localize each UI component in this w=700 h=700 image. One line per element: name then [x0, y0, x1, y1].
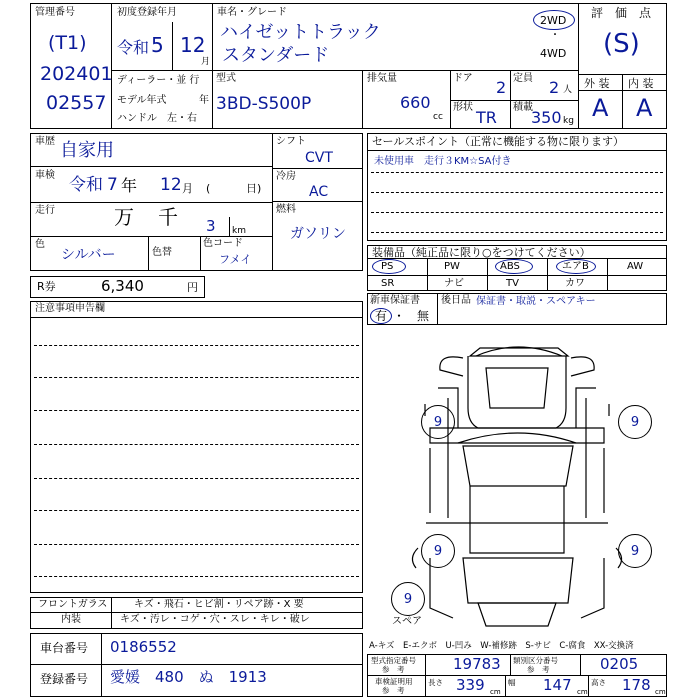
width-unit: cm — [577, 688, 588, 696]
width-value: 147 — [543, 676, 572, 694]
color-change-label: 色替 — [152, 247, 172, 258]
capacity-unit: 人 — [563, 85, 573, 95]
fuel-label: 燃料 — [276, 204, 296, 215]
car-name-label: 車名・グレード — [217, 7, 287, 18]
first-registration-year: 5 — [151, 33, 164, 57]
spare-label: スペア — [392, 616, 422, 627]
score-label: 評 価 点 — [591, 6, 652, 20]
shape-label: 形状 — [453, 102, 473, 113]
door-value: 2 — [496, 78, 507, 97]
ac-label: 冷房 — [276, 171, 296, 182]
damage-legend: A-キズ E-エクボ U-凹み W-補修跡 S-サビ C-腐食 XX-交換済 — [369, 641, 634, 651]
equip-navi[interactable]: ナビ — [444, 278, 464, 289]
equipment-label: 装備品（純正品に限り○をつけてください） — [372, 246, 591, 259]
interior-grade: A — [636, 94, 653, 122]
width-label: 幅 — [508, 678, 516, 687]
car-name-line-1: ハイゼットトラック — [220, 22, 381, 43]
mgmt-value-1: (T1) — [48, 32, 87, 54]
length-unit: cm — [490, 688, 501, 696]
type-spec-label: 型式指定番号 — [371, 656, 416, 665]
displacement-unit: cc — [433, 112, 443, 122]
type-spec-value: 19783 — [453, 655, 501, 673]
mileage-label: 走行 — [35, 205, 55, 216]
mileage-km-unit: km — [232, 226, 246, 236]
model-year-label: モデル年式 — [117, 95, 167, 106]
color-code-label: 色コード — [203, 238, 243, 249]
capacity-label: 定員 — [513, 73, 533, 84]
interior-label: 内装 — [61, 614, 81, 625]
inspection-month: 12 — [160, 175, 182, 195]
inspection-paren: ( — [206, 182, 211, 195]
interior-label: 内 装 — [628, 77, 654, 90]
drive-2wd[interactable]: 2WD — [540, 14, 567, 27]
shift-value: CVT — [305, 150, 333, 166]
class-ref: 参 考 — [527, 665, 550, 674]
equip-abs[interactable]: ABS — [500, 261, 520, 272]
caution-line — [34, 345, 359, 346]
equip-airbag[interactable]: エアB — [562, 261, 589, 272]
tire-spare-circle — [391, 582, 425, 616]
mgmt-value-3: 02557 — [46, 92, 107, 114]
tire-front-right-circle — [618, 405, 652, 439]
color-code-value: フメイ — [219, 253, 252, 266]
month-unit: 月 — [201, 57, 211, 67]
load-value: 350 — [531, 108, 562, 127]
type-spec-ref: 参 考 — [382, 665, 405, 674]
plate-label: 登録番号 — [40, 672, 89, 686]
tire-rear-right: 9 — [630, 543, 640, 559]
warranty-no[interactable]: 無 — [417, 309, 430, 323]
usage-label: 車歴 — [35, 136, 55, 147]
class-label: 類別区分番号 — [513, 656, 558, 665]
mileage-sen: 千 — [158, 205, 178, 229]
mgmt-label: 管理番号 — [35, 7, 75, 18]
chassis-label: 車台番号 — [40, 641, 89, 655]
displacement-label: 排気量 — [367, 73, 397, 84]
score-value: (S) — [603, 29, 640, 59]
first-registration-month: 12 — [180, 33, 206, 57]
aftermarket-label: 後日品 — [441, 295, 471, 306]
first-registration-label: 初度登録年月 — [117, 7, 177, 18]
exterior-grade: A — [592, 94, 609, 122]
shape-value: TR — [476, 108, 497, 127]
height-label: 高さ — [591, 678, 606, 687]
sales-point-label: セールスポイント（正常に機能する物に限ります） — [372, 135, 625, 148]
inspection-label: 車検 — [35, 170, 55, 181]
first-registration-era: 令和 — [117, 38, 150, 57]
height-value: 178 — [622, 676, 651, 694]
color-value: シルバー — [61, 247, 116, 263]
tire-front-right: 9 — [630, 414, 640, 430]
tire-front-left: 9 — [433, 414, 443, 430]
car-outline — [412, 347, 621, 626]
recycle-unit: 円 — [187, 281, 198, 294]
load-label: 積載 — [513, 102, 533, 113]
inspection-year: 7 — [107, 175, 118, 195]
model-code-label: 型式 — [216, 73, 236, 84]
length-value: 339 — [456, 676, 485, 694]
equip-leather[interactable]: カワ — [565, 278, 585, 289]
tire-rear-left: 9 — [433, 543, 443, 559]
glass-label: フロントガラス — [38, 599, 108, 610]
chassis-value: 0186552 — [110, 638, 177, 656]
equip-aw[interactable]: AW — [627, 261, 644, 272]
tire-rear-right-circle — [618, 534, 652, 568]
class-value: 0205 — [600, 655, 639, 673]
warranty-label: 新車保証書 — [370, 295, 420, 306]
color-label: 色 — [35, 239, 45, 250]
fuel-value: ガソリン — [290, 226, 346, 242]
year-unit: 年 — [199, 95, 209, 106]
tire-rear-left-circle — [421, 534, 455, 568]
inspection-tsuki: 月 — [182, 182, 193, 195]
usage-value: 自家用 — [60, 140, 114, 161]
equip-sr[interactable]: SR — [381, 278, 395, 289]
caution-label: 注意事項申告欄 — [35, 303, 105, 314]
drive-4wd[interactable]: 4WD — [540, 47, 567, 60]
length-label: 長さ — [428, 678, 443, 687]
dealer-label: ディーラー・並 行 — [117, 75, 200, 86]
cert-label: 車検証明用 — [375, 677, 413, 686]
tire-spare: 9 — [403, 591, 413, 607]
cert-ref: 参 考 — [382, 686, 405, 695]
drive-dot: ・ — [550, 30, 560, 41]
handle-label: ハンドル 左・右 — [117, 113, 197, 124]
model-code-value: 3BD-S500P — [216, 94, 312, 114]
glass-options: キズ・飛石・ヒビ割・リペア跡・X 要 — [134, 599, 304, 610]
mileage-km-value: 3 — [206, 217, 216, 235]
car-name-line-2: スタンダード — [222, 45, 330, 66]
ac-value: AC — [309, 184, 329, 200]
exterior-label: 外 装 — [584, 77, 610, 90]
recycle-label: R券 — [37, 280, 56, 293]
inspection-era: 令和 — [69, 175, 103, 195]
interior-options: キズ・汚レ・コゲ・穴・スレ・キレ・破レ — [120, 614, 310, 625]
recycle-value: 6,340 — [101, 277, 144, 295]
mgmt-value-2: 202401 — [40, 63, 113, 85]
door-label: ドア — [453, 73, 473, 84]
warranty-yes[interactable]: 有 — [375, 309, 388, 323]
tire-front-left-circle — [421, 405, 455, 439]
mileage-man: 万 — [114, 205, 134, 229]
equip-tv[interactable]: TV — [506, 278, 519, 289]
capacity-value: 2 — [549, 78, 560, 97]
inspection-nen: 年 — [121, 176, 138, 195]
equip-pw[interactable]: PW — [444, 261, 460, 272]
equip-ps[interactable]: PS — [381, 261, 394, 272]
displacement-value: 660 — [400, 93, 431, 112]
plate-value: 愛媛 480 ぬ 1913 — [110, 668, 267, 686]
warranty-dot: ・ — [393, 309, 406, 323]
inspection-nichi: 日) — [246, 182, 262, 195]
sales-point-value: 未使用車 走行３KM☆SA付き — [374, 156, 512, 167]
height-unit: cm — [655, 688, 666, 696]
shift-label: シフト — [276, 136, 306, 147]
load-unit: kg — [563, 116, 574, 126]
aftermarket-value: 保証書・取説・スペアキー — [476, 296, 596, 307]
